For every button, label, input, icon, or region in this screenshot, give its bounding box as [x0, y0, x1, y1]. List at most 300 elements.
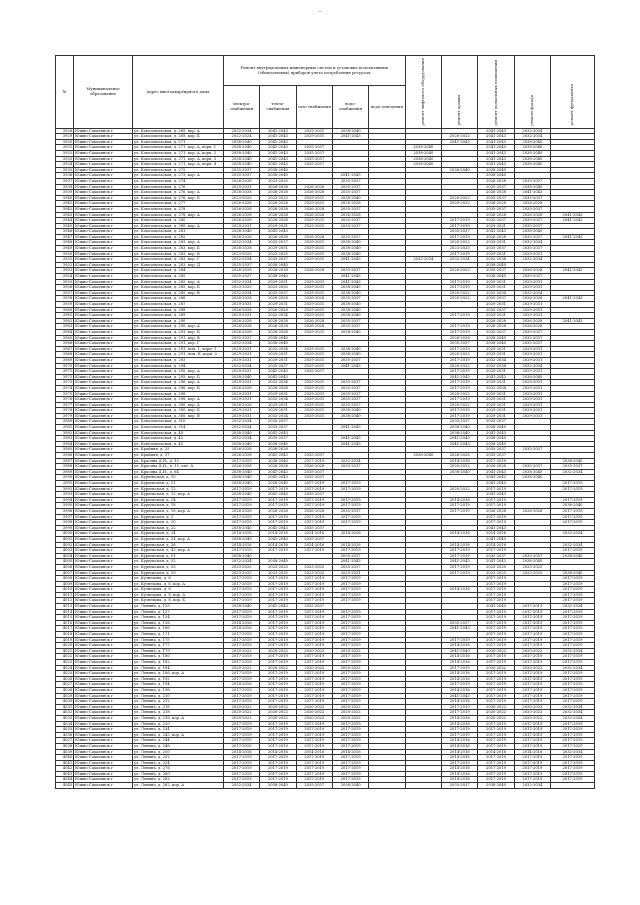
address-cell: ул. Ленина, д. 182: [132, 660, 223, 666]
year-range-cell: 2017-2019: [478, 743, 514, 749]
year-range-cell: 2014-2016: [442, 676, 478, 682]
year-range-cell: 2038-2040: [514, 559, 550, 565]
year-range-cell: 2017-2019: [296, 660, 332, 666]
address-cell: ул. Комсомольская, д. 283, кор. Г: [132, 257, 223, 263]
year-range-cell: 2038-2040: [514, 145, 550, 151]
row-number-cell: 3930: [56, 139, 74, 145]
row-number-cell: 4030: [56, 699, 74, 705]
year-range-cell: 2038-2040: [223, 475, 259, 481]
year-range-cell: 2017-2019: [296, 699, 332, 705]
row-number-cell: 3959: [56, 302, 74, 308]
year-range-cell: 2026-2028: [514, 324, 550, 330]
row-number-cell: 3970: [56, 363, 74, 369]
year-range-cell: 2026-2028: [223, 268, 259, 274]
year-range-cell: 2017-2019: [514, 609, 550, 615]
year-range-cell: 2035-2037: [442, 419, 478, 425]
year-range-cell: 2038-2040: [332, 346, 368, 352]
year-range-cell: 2032-2034: [223, 419, 259, 425]
year-range-cell: 2017-2019: [478, 671, 514, 677]
year-range-cell: 2038-2040: [223, 374, 259, 380]
row-number-cell: 3933: [56, 156, 74, 162]
address-cell: ул. Ленина, д. 220: [132, 721, 223, 727]
year-range-cell: 2026-2028: [260, 212, 296, 218]
year-range-cell: 2041-2043: [260, 492, 296, 498]
year-range-cell: 2038-2040: [514, 229, 550, 235]
address-cell: ул. Ленина, д. 171: [132, 632, 223, 638]
year-range-cell: 2014-2016: [223, 682, 259, 688]
row-number-cell: 3955: [56, 279, 74, 285]
year-range-cell: 2020-2022: [296, 648, 332, 654]
row-number-cell: 4036: [56, 732, 74, 738]
year-range-cell: 2014-2016: [442, 654, 478, 660]
year-range-cell: 2017-2019: [223, 671, 259, 677]
address-cell: ул. Крайняя, д. 25: [132, 447, 223, 453]
year-range-cell: 2014-2016: [442, 687, 478, 693]
year-range-cell: 2020-2022: [442, 290, 478, 296]
year-range-cell: 2038-2040: [405, 453, 441, 459]
year-range-cell: 2035-2037: [442, 620, 478, 626]
row-number-cell: 4034: [56, 721, 74, 727]
municipality-cell: Южно-Сахалинск г: [74, 335, 133, 341]
year-range-cell: 2017-2019: [442, 313, 478, 319]
year-range-cell: 2041-2043: [260, 156, 296, 162]
row-number-cell: 3936: [56, 173, 74, 179]
address-cell: ул. Комсомольская, д. 271, кор. А, корп. 3: [132, 156, 223, 162]
municipality-cell: Южно-Сахалинск г: [74, 195, 133, 201]
year-range-cell: 2038-2040: [260, 559, 296, 565]
year-range-cell: 2029-2031: [514, 307, 550, 313]
address-cell: ул. Ленина, д. 186, кор. А: [132, 671, 223, 677]
row-number-cell: 3976: [56, 397, 74, 403]
year-range-cell: 2026-2028: [514, 201, 550, 207]
year-range-cell: 2017-2019: [260, 676, 296, 682]
year-range-cell: 2017-2019: [478, 592, 514, 598]
year-range-cell: 2020-2022: [260, 704, 296, 710]
year-range-cell: 2032-2034: [551, 542, 595, 548]
year-range-cell: 2017-2019: [478, 721, 514, 727]
year-range-cell: 2029-2031: [296, 346, 332, 352]
year-range-cell: 2014-2016: [260, 531, 296, 537]
year-range-cell: 2017-2019: [260, 548, 296, 554]
row-number-cell: 4022: [56, 654, 74, 660]
year-range-cell: 2017-2019: [260, 626, 296, 632]
year-range-cell: 2017-2019: [442, 279, 478, 285]
year-range-cell: 2017-2019: [514, 687, 550, 693]
year-range-cell: 2020-2022: [223, 715, 259, 721]
row-number-cell: 4005: [56, 559, 74, 565]
year-range-cell: 2020-2022: [514, 710, 550, 716]
year-range-cell: 2020-2022: [442, 268, 478, 274]
year-range-cell: 2014-2016: [442, 771, 478, 777]
year-range-cell: 2032-2034: [260, 380, 296, 386]
municipality-cell: Южно-Сахалинск г: [74, 687, 133, 693]
row-number-cell: 4033: [56, 715, 74, 721]
year-range-cell: 2017-2019: [332, 671, 368, 677]
table-body: [56, 128, 595, 788]
municipality-cell: Южно-Сахалинск г: [74, 553, 133, 559]
year-range-cell: 2017-2019: [332, 654, 368, 660]
municipality-cell: Южно-Сахалинск г: [74, 520, 133, 526]
year-range-cell: 2023-2025: [296, 564, 332, 570]
year-range-cell: 2017-2019: [514, 699, 550, 705]
year-range-cell: 2017-2019: [223, 676, 259, 682]
year-range-cell: 2014-2016: [442, 587, 478, 593]
year-range-cell: 2017-2019: [332, 592, 368, 598]
year-range-cell: 2026-2028: [296, 324, 332, 330]
year-range-cell: 2017-2019: [478, 660, 514, 666]
year-range-cell: 2038-2040: [551, 553, 595, 559]
year-range-cell: 2035-2037: [260, 419, 296, 425]
municipality-cell: Южно-Сахалинск г: [74, 329, 133, 335]
year-range-cell: 2020-2022: [296, 715, 332, 721]
year-range-cell: 2026-2028: [223, 201, 259, 207]
year-range-cell: 2041-2043: [551, 218, 595, 224]
address-cell: ул. Комсомольская, д. 269, кор. А: [132, 128, 223, 134]
row-number-cell: 3960: [56, 307, 74, 313]
year-range-cell: 2017-2019: [551, 660, 595, 666]
year-range-cell: 2017-2019: [514, 738, 550, 744]
year-range-cell: 2029-2031: [223, 346, 259, 352]
municipality-cell: Южно-Сахалинск г: [74, 766, 133, 772]
year-range-cell: 2017-2019: [260, 732, 296, 738]
year-range-cell: 2026-2028: [260, 318, 296, 324]
year-range-cell: 2017-2019: [223, 486, 259, 492]
year-range-cell: 2035-2037: [296, 783, 332, 789]
year-range-cell: 2017-2019: [260, 671, 296, 677]
year-range-cell: 2038-2040: [332, 290, 368, 296]
row-number-cell: 4013: [56, 604, 74, 610]
municipality-cell: Южно-Сахалинск г: [74, 385, 133, 391]
year-range-cell: 2017-2019: [223, 687, 259, 693]
year-range-cell: 2035-2037: [260, 240, 296, 246]
address-cell: ул. Ленина, д. 282, кор. А: [132, 783, 223, 789]
year-range-cell: 2032-2034: [478, 357, 514, 363]
header-facade: [514, 56, 550, 129]
year-range-cell: 2041-2043: [478, 150, 514, 156]
year-range-cell: 2029-2031: [296, 408, 332, 414]
year-range-cell: 2026-2028: [478, 178, 514, 184]
year-range-cell: 2020-2022: [223, 710, 259, 716]
address-cell: ул. Комсомольская, д. 296, кор. Б: [132, 385, 223, 391]
municipality-cell: Южно-Сахалинск г: [74, 508, 133, 514]
row-number-cell: 3994: [56, 497, 74, 503]
year-range-cell: 2017-2019: [332, 743, 368, 749]
year-range-cell: 2029-2031: [260, 357, 296, 363]
year-range-cell: 2029-2031: [223, 357, 259, 363]
year-range-cell: 2026-2028: [260, 329, 296, 335]
address-cell: ул. Кузнецова, д. 6, кор. А: [132, 581, 223, 587]
municipality-cell: Южно-Сахалинск г: [74, 274, 133, 280]
municipality-cell: Южно-Сахалинск г: [74, 341, 133, 347]
year-range-cell: 2038-2040: [260, 441, 296, 447]
address-cell: ул. Комсомольская, д. 287: [132, 302, 223, 308]
municipality-cell: Южно-Сахалинск г: [74, 453, 133, 459]
municipality-cell: Южно-Сахалинск г: [74, 134, 133, 140]
year-range-cell: 2035-2037: [332, 223, 368, 229]
year-range-cell: 2026-2028: [514, 508, 550, 514]
year-range-cell: 2017-2019: [260, 687, 296, 693]
year-range-cell: 2017-2019: [478, 732, 514, 738]
year-range-cell: 2023-2025: [260, 564, 296, 570]
year-range-cell: 2041-2043: [478, 156, 514, 162]
year-range-cell: 2017-2019: [514, 620, 550, 626]
year-range-cell: 2017-2019: [514, 755, 550, 761]
year-range-cell: 2038-2040: [478, 335, 514, 341]
year-range-cell: 2017-2019: [551, 514, 595, 520]
year-range-cell: 2017-2019: [223, 771, 259, 777]
year-range-cell: 2017-2019: [223, 576, 259, 582]
year-range-cell: 2041-2043: [478, 604, 514, 610]
municipality-cell: Южно-Сахалинск г: [74, 234, 133, 240]
year-range-cell: 2017-2019: [260, 738, 296, 744]
year-range-cell: 2017-2019: [260, 497, 296, 503]
address-cell: ул. Курильская, д. 24: [132, 531, 223, 537]
municipality-cell: Южно-Сахалинск г: [74, 279, 133, 285]
address-cell: ул. Комсомольская, д. 285, кор. В: [132, 290, 223, 296]
year-range-cell: 2017-2019: [223, 587, 259, 593]
year-range-cell: 2017-2019: [551, 676, 595, 682]
municipality-cell: Южно-Сахалинск г: [74, 268, 133, 274]
year-range-cell: 2017-2019: [514, 777, 550, 783]
row-number-cell: 3974: [56, 385, 74, 391]
address-cell: ул. Комсомольская, д. 286: [132, 296, 223, 302]
year-range-cell: 2014-2016: [442, 542, 478, 548]
row-number-cell: 3985: [56, 447, 74, 453]
address-cell: ул. Комсомольская, д. 291, кор. Г: [132, 341, 223, 347]
year-range-cell: 2026-2028: [223, 318, 259, 324]
year-range-cell: 2017-2019: [260, 587, 296, 593]
address-cell: ул. Комсомольская, д. 281: [132, 229, 223, 235]
row-number-cell: 3998: [56, 520, 74, 526]
year-range-cell: 2038-2040: [332, 307, 368, 313]
year-range-cell: 2029-2031: [478, 346, 514, 352]
municipality-cell: Южно-Сахалинск г: [74, 302, 133, 308]
year-range-cell: 2017-2019: [260, 615, 296, 621]
year-range-cell: 2017-2019: [260, 760, 296, 766]
year-range-cell: 2017-2019: [296, 609, 332, 615]
year-range-cell: 2026-2028: [260, 190, 296, 196]
year-range-cell: 2017-2019: [551, 497, 595, 503]
year-range-cell: 2035-2037: [332, 206, 368, 212]
row-number-cell: 3979: [56, 413, 74, 419]
row-number-cell: 4040: [56, 755, 74, 761]
year-range-cell: 2041-2043: [260, 369, 296, 375]
year-range-cell: 2035-2037: [514, 274, 550, 280]
year-range-cell: 2017-2019: [551, 598, 595, 604]
year-range-cell: 2017-2019: [260, 743, 296, 749]
address-cell: ул. Комсомольская, д. 310: [132, 419, 223, 425]
year-range-cell: 2038-2040: [223, 492, 259, 498]
row-number-cell: 4039: [56, 749, 74, 755]
year-range-cell: 2038-2040: [478, 173, 514, 179]
year-range-cell: 2017-2019: [260, 693, 296, 699]
municipality-cell: Южно-Сахалинск г: [74, 369, 133, 375]
year-range-cell: 2026-2028: [478, 464, 514, 470]
address-cell: ул. Красина Д.И., д. 15: [132, 458, 223, 464]
year-range-cell: 2017-2019: [478, 609, 514, 615]
year-range-cell: 2038-2040: [478, 425, 514, 431]
row-number-cell: 4002: [56, 542, 74, 548]
year-range-cell: 2038-2040: [514, 150, 550, 156]
year-range-cell: 2017-2019: [332, 643, 368, 649]
year-range-cell: 2035-2037: [478, 246, 514, 252]
year-range-cell: 2041-2043: [478, 229, 514, 235]
municipality-cell: Южно-Сахалинск г: [74, 743, 133, 749]
year-range-cell: 2017-2019: [296, 581, 332, 587]
year-range-cell: 2020-2022: [514, 704, 550, 710]
year-range-cell: 2017-2019: [478, 777, 514, 783]
year-range-cell: 2035-2037: [260, 363, 296, 369]
year-range-cell: 2017-2019: [296, 687, 332, 693]
year-range-cell: 2029-2031: [514, 408, 550, 414]
year-range-cell: 2017-2019: [332, 699, 368, 705]
row-number-cell: 3935: [56, 167, 74, 173]
row-number-cell: 3965: [56, 335, 74, 341]
year-range-cell: 2029-2031: [514, 313, 550, 319]
year-range-cell: 2017-2019: [296, 598, 332, 604]
year-range-cell: 2017-2019: [332, 587, 368, 593]
address-cell: ул. Ленина, д. 156: [132, 620, 223, 626]
year-range-cell: 2017-2019: [442, 727, 478, 733]
row-number-cell: 4043: [56, 771, 74, 777]
row-number-cell: 3957: [56, 290, 74, 296]
municipality-cell: Южно-Сахалинск г: [74, 240, 133, 246]
row-number-cell: 3937: [56, 178, 74, 184]
year-range-cell: 2017-2019: [296, 548, 332, 554]
year-range-cell: 2014-2016: [442, 458, 478, 464]
year-range-cell: 2017-2019: [223, 581, 259, 587]
year-range-cell: 2017-2019: [223, 693, 259, 699]
address-cell: ул. Комсомольская, д. 283, кор. В: [132, 251, 223, 257]
year-range-cell: 2017-2019: [478, 687, 514, 693]
municipality-cell: Южно-Сахалинск г: [74, 481, 133, 487]
year-range-cell: 2029-2031: [478, 285, 514, 291]
row-number-cell: 3975: [56, 391, 74, 397]
year-range-cell: 2017-2019: [551, 721, 595, 727]
year-range-cell: 2029-2031: [296, 397, 332, 403]
year-range-cell: 2032-2034: [260, 346, 296, 352]
year-range-cell: 2017-2019: [332, 615, 368, 621]
year-range-cell: 2017-2019: [260, 486, 296, 492]
year-range-cell: 2020-2022: [223, 648, 259, 654]
address-cell: ул. Комсомольская, д. 276, кор. Б: [132, 195, 223, 201]
address-cell: ул. Курильская, д. 2: [132, 514, 223, 520]
address-cell: ул. Комсомольская, д. 290, кор. А: [132, 324, 223, 330]
year-range-cell: 2029-2031: [514, 346, 550, 352]
address-cell: ул. Комсомольская, д. 300, кор. Б: [132, 408, 223, 414]
municipality-cell: Южно-Сахалинск г: [74, 201, 133, 207]
address-cell: ул. Кузнецова, д. 8, кор. Б: [132, 598, 223, 604]
year-range-cell: 2026-2028: [223, 402, 259, 408]
year-range-cell: 2017-2019: [514, 676, 550, 682]
year-range-cell: 2017-2019: [551, 671, 595, 677]
year-range-cell: 2017-2019: [296, 587, 332, 593]
year-range-cell: 2014-2016: [442, 497, 478, 503]
address-cell: ул. Комсомольская, д. 280, кор. А: [132, 223, 223, 229]
municipality-cell: Южно-Сахалинск г: [74, 682, 133, 688]
year-range-cell: 2017-2019: [296, 520, 332, 526]
year-range-cell: 2038-2040: [514, 162, 550, 168]
year-range-cell: 2029-2031: [260, 302, 296, 308]
year-range-cell: 2020-2022: [514, 648, 550, 654]
year-range-cell: 2026-2028: [223, 212, 259, 218]
year-range-cell: 2020-2022: [332, 710, 368, 716]
year-range-cell: 2017-2019: [551, 727, 595, 733]
year-range-cell: 2035-2037: [260, 290, 296, 296]
year-range-cell: 2017-2019: [551, 481, 595, 487]
row-number-cell: 4044: [56, 777, 74, 783]
year-range-cell: 2038-2040: [223, 145, 259, 151]
year-range-cell: 2017-2019: [296, 514, 332, 520]
year-range-cell: 2017-2019: [478, 486, 514, 492]
address-cell: ул. Курильская, д. 12, кор. А: [132, 492, 223, 498]
year-range-cell: 2017-2019: [442, 285, 478, 291]
row-number-cell: 4031: [56, 704, 74, 710]
header-roof: [442, 56, 478, 129]
year-range-cell: 2032-2034: [223, 783, 259, 789]
year-range-cell: 2017-2019: [223, 727, 259, 733]
year-range-cell: 2014-2016: [478, 531, 514, 537]
year-range-cell: 2020-2022: [332, 665, 368, 671]
municipality-cell: Южно-Сахалинск г: [74, 604, 133, 610]
year-range-cell: 2017-2019: [260, 643, 296, 649]
row-number-cell: 3942: [56, 206, 74, 212]
year-range-cell: 2029-2031: [296, 218, 332, 224]
year-range-cell: 2017-2019: [296, 503, 332, 509]
year-range-cell: 2017-2019: [442, 732, 478, 738]
year-range-cell: 2041-2043: [478, 475, 514, 481]
year-range-cell: 2038-2040: [478, 341, 514, 347]
municipality-cell: Южно-Сахалинск г: [74, 458, 133, 464]
year-range-cell: 2017-2019: [332, 497, 368, 503]
year-range-cell: 2017-2019: [514, 671, 550, 677]
year-range-cell: 2017-2019: [514, 721, 550, 727]
year-range-cell: 2017-2019: [223, 743, 259, 749]
row-number-cell: 3980: [56, 419, 74, 425]
year-range-cell: 2026-2028: [223, 218, 259, 224]
year-range-cell: 2035-2037: [332, 357, 368, 363]
year-range-cell: 2014-2016: [442, 738, 478, 744]
year-range-cell: 2035-2037: [478, 447, 514, 453]
year-range-cell: 2017-2019: [514, 632, 550, 638]
municipality-cell: Южно-Сахалинск г: [74, 190, 133, 196]
year-range-cell: 2026-2028: [260, 268, 296, 274]
year-range-cell: 2032-2034: [478, 257, 514, 263]
municipality-cell: Южно-Сахалинск г: [74, 536, 133, 542]
year-range-cell: 2017-2019: [296, 592, 332, 598]
year-range-cell: 2029-2031: [478, 380, 514, 386]
year-range-cell: 2017-2019: [296, 620, 332, 626]
year-range-cell: 2026-2028: [478, 212, 514, 218]
row-number-cell: 3945: [56, 223, 74, 229]
row-number-cell: 4041: [56, 760, 74, 766]
address-cell: ул. Ленина, д. 166: [132, 626, 223, 632]
year-range-cell: 2029-2031: [223, 391, 259, 397]
year-range-cell: 2035-2037: [332, 234, 368, 240]
row-number-cell: 4007: [56, 570, 74, 576]
year-range-cell: 2029-2031: [296, 257, 332, 263]
row-number-cell: 4035: [56, 727, 74, 733]
year-range-cell: 2035-2037: [478, 453, 514, 459]
row-number-cell: 3929: [56, 134, 74, 140]
year-range-cell: 2029-2031: [296, 201, 332, 207]
year-range-cell: 2032-2034: [551, 715, 595, 721]
address-cell: ул. Комсомольская, д. 271, кор. А, корп. 4: [132, 162, 223, 168]
header-water: водо-снабжения: [332, 86, 368, 128]
year-range-cell: 2014-2016: [223, 531, 259, 537]
year-range-cell: 2017-2019: [478, 620, 514, 626]
year-range-cell: 2020-2022: [442, 201, 478, 207]
